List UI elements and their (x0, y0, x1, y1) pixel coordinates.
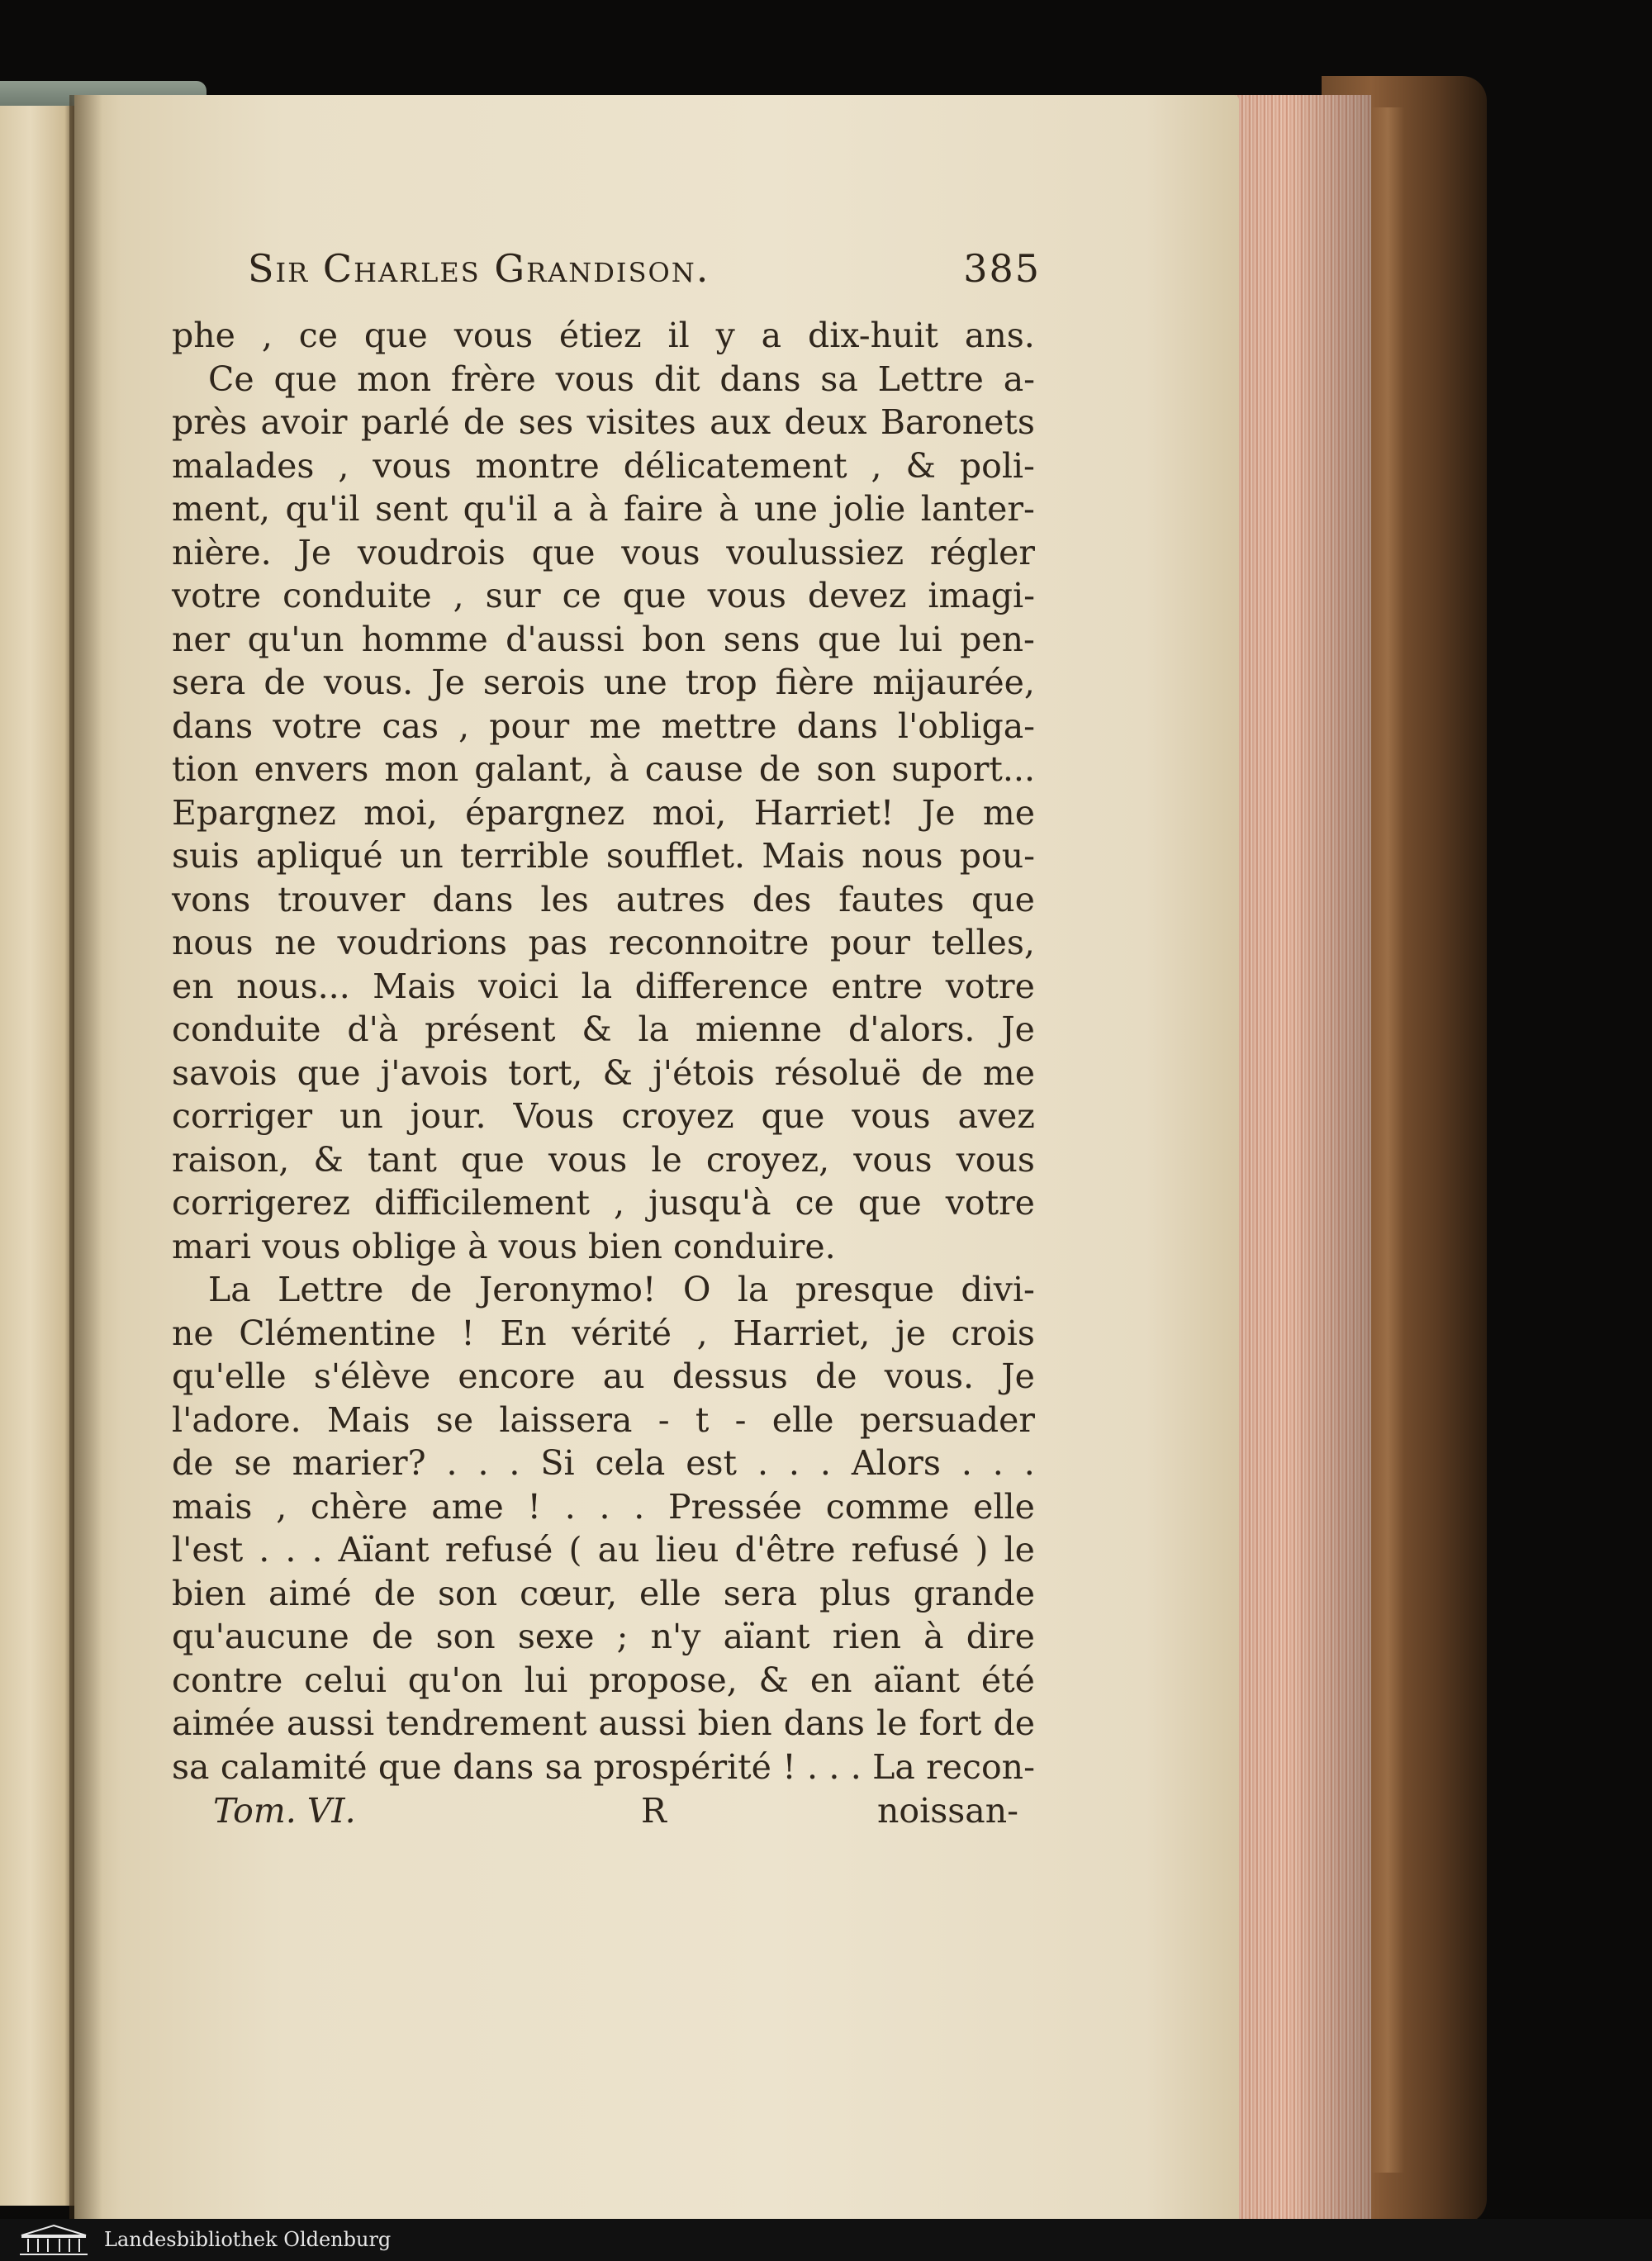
text-line: corrigerez difficilement , jusqu'à ce que votre (172, 1183, 1035, 1223)
text-line: Ce que mon frère vous dit dans sa Lettre a- (208, 359, 1035, 399)
previous-page-edge (0, 91, 76, 2206)
text-line: vons trouver dans les autres des fautes que (172, 879, 1035, 919)
page-footer (172, 1791, 1035, 1837)
text-line: sa calamité que dans sa prospérité ! . . . La recon- (172, 1746, 1035, 1787)
text-line: phe , ce que vous étiez il y a dix-huit ans. (172, 316, 1035, 355)
body-text (172, 314, 1035, 1788)
text-line: ment, qu'il sent qu'il a à faire à une jolie lanter- (172, 489, 1035, 529)
text-line: votre conduite , sur ce que vous devez imagi- (172, 576, 1035, 615)
catchword: noissan- (877, 1791, 1018, 1831)
library-name: Landesbibliothek Oldenburg (104, 2228, 392, 2251)
page-number: 385 (963, 246, 1041, 291)
text-line: conduite d'à présent & la mienne d'alors. Je (172, 1009, 1035, 1049)
text-line: qu'elle s'élève encore au dessus de vous. Je (172, 1356, 1035, 1396)
text-line: La Lettre de Jeronymo! O la presque divi- (208, 1270, 1035, 1309)
text-line: mais , chère ame ! . . . Pressée comme elle (172, 1486, 1035, 1527)
text-line: tion envers mon galant, à cause de son suport... (172, 749, 1035, 789)
text-line: Epargnez moi, épargnez moi, Harriet! Je me (172, 792, 1035, 833)
text-line: près avoir parlé de ses visites aux deux Baronets (172, 402, 1035, 442)
running-head (248, 246, 1041, 299)
running-head-title: Sir Charles Grandison. (248, 246, 710, 291)
text-line: raison, & tant que vous le croyez, vous vous (172, 1139, 1035, 1180)
cover-highlight (1371, 107, 1404, 2173)
text-line: corriger un jour. Vous croyez que vous avez (172, 1096, 1035, 1136)
signature-mark: R (641, 1791, 667, 1831)
text-line: savois que j'avois tort, & j'étois résoluë de me (172, 1052, 1035, 1093)
text-line: sera de vous. Je serois une trop fière mijaurée, (172, 663, 1035, 702)
gutter-shadow (69, 95, 102, 2226)
text-line: l'adore. Mais se laissera - t - elle persuader (172, 1399, 1035, 1440)
text-line: de se marier? . . . Si cela est . . . Alors . . . (172, 1443, 1035, 1483)
text-line: qu'aucune de son sexe ; n'y aïant rien à dire (172, 1617, 1035, 1656)
fore-edge-shade (1231, 95, 1371, 2226)
text-line: bien aimé de son cœur, elle sera plus grande (172, 1573, 1035, 1613)
text-line: ner qu'un homme d'aussi bon sens que lui pen- (172, 619, 1035, 659)
text-line: nière. Je voudrois que vous voulussiez régler (172, 532, 1035, 572)
text-line: contre celui qu'on lui propose, & en aïant été (172, 1660, 1035, 1700)
text-line: en nous... Mais voici la difference entre votre (172, 966, 1035, 1006)
text-line: malades , vous montre délicatement , & poli- (172, 445, 1035, 486)
text-line: aimée aussi tendrement aussi bien dans le fort de (172, 1703, 1035, 1743)
text-line: suis apliqué un terrible soufflet. Mais nous pou- (172, 836, 1035, 876)
text-line: nous ne voudrions pas reconnoitre pour telles, (172, 923, 1035, 962)
volume-signature: Tom. VI. (213, 1791, 356, 1831)
library-building-icon (18, 2224, 89, 2257)
text-line: l'est . . . Aïant refusé ( au lieu d'être refusé ) le (172, 1530, 1035, 1570)
text-line: dans votre cas , pour me mettre dans l'obliga- (172, 705, 1035, 746)
text-line: ne Clémentine ! En vérité , Harriet, je crois (172, 1313, 1035, 1353)
text-line: mari vous oblige à vous bien conduire. (172, 1226, 836, 1266)
